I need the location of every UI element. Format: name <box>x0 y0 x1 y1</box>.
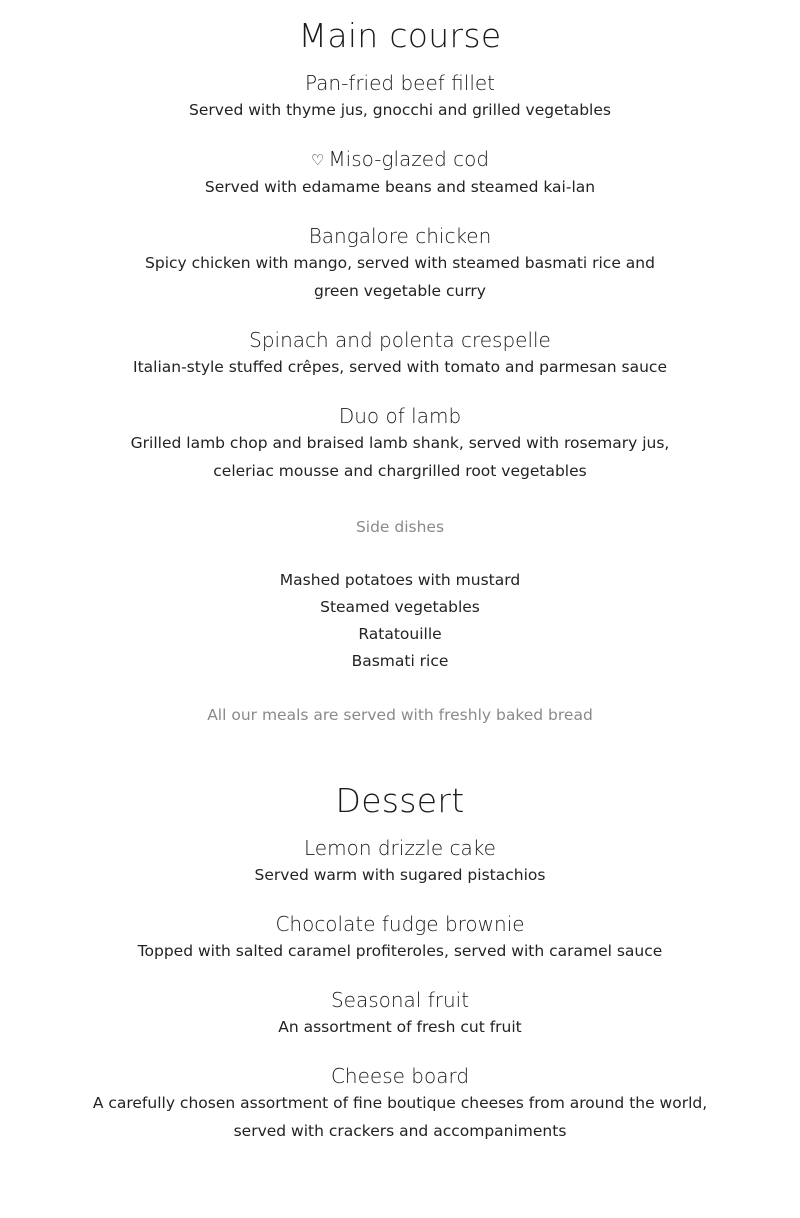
side-dish-item: Steamed vegetables <box>320 598 480 616</box>
dish-description-line: green vegetable curry <box>314 282 486 300</box>
main-course-list <box>0 70 800 485</box>
dish-name: Duo of lamb <box>338 404 462 428</box>
dish-description-line: Italian-style stuffed crêpes, served with tomato and parmesan sauce <box>133 358 667 376</box>
dish-item <box>0 146 800 201</box>
dish-item <box>0 987 800 1041</box>
dessert-list <box>0 835 800 1145</box>
dish-item <box>0 70 800 124</box>
dish-description <box>0 249 800 305</box>
dish-description-line: A carefully chosen assortment of fine boutique cheeses from around the world, <box>92 1094 708 1112</box>
side-dish-item: Mashed potatoes with mustard <box>279 571 521 589</box>
dish-name: Bangalore chicken <box>308 224 492 248</box>
bread-note: All our meals are served with freshly baked bread <box>207 706 593 724</box>
dish-description-line: celeriac mousse and chargrilled root vegetables <box>213 462 587 480</box>
dish-description-line: Served with edamame beans and steamed kai-lan <box>204 178 596 196</box>
side-dishes-heading: Side dishes <box>355 518 445 536</box>
dish-description <box>0 173 800 201</box>
dish-description-line: Grilled lamb chop and braised lamb shank, served with rosemary jus, <box>130 434 670 452</box>
dish-name: Seasonal fruit <box>330 988 470 1012</box>
dish-item <box>0 1063 800 1145</box>
dish-description-line: An assortment of fresh cut fruit <box>278 1018 522 1036</box>
side-dish-item: Basmati rice <box>351 652 449 670</box>
dish-description <box>0 861 800 889</box>
dish-name-row <box>0 146 800 173</box>
dish-item <box>0 835 800 889</box>
dish-description-line: Served with thyme jus, gnocchi and grilled vegetables <box>189 101 611 119</box>
dish-name: Pan-fried beef fillet <box>304 71 496 95</box>
dish-name: Spinach and polenta crespelle <box>249 328 551 352</box>
dish-item <box>0 911 800 965</box>
dish-description-line: Topped with salted caramel profiteroles, served with caramel sauce <box>137 942 663 960</box>
dish-description <box>0 1089 800 1145</box>
dish-name: Miso-glazed cod <box>328 147 490 171</box>
dish-item <box>0 223 800 305</box>
dish-description-line: served with crackers and accompaniments <box>233 1122 567 1140</box>
dish-description-line: Served warm with sugared pistachios <box>254 866 546 884</box>
dish-name: Lemon drizzle cake <box>304 836 496 860</box>
dish-name: Chocolate fudge brownie <box>275 912 525 936</box>
side-dish-item: Ratatouille <box>358 625 442 643</box>
side-dishes-list <box>0 567 800 675</box>
dish-description <box>0 937 800 965</box>
heart-icon: ♡ <box>310 151 325 169</box>
dish-description <box>0 353 800 381</box>
dessert-title: Dessert <box>335 781 465 820</box>
dish-item <box>0 327 800 381</box>
dish-name: Cheese board <box>330 1064 470 1088</box>
main-course-title: Main course <box>298 16 502 55</box>
dish-description <box>0 429 800 485</box>
dish-description <box>0 1013 800 1041</box>
dish-description <box>0 96 800 124</box>
dish-item <box>0 403 800 485</box>
dish-description-line: Spicy chicken with mango, served with steamed basmati rice and <box>145 254 655 272</box>
